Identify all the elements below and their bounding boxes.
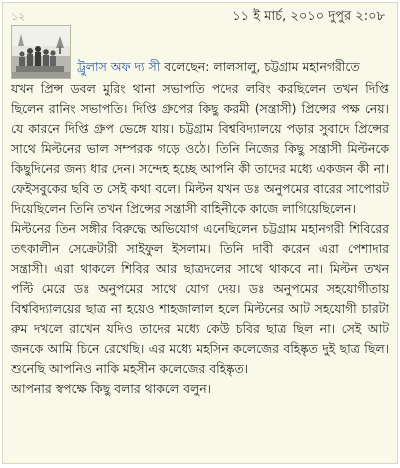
comment-timestamp: ১১ ই মার্চ, ২০১০ দুপুর ২:০৮ bbox=[232, 9, 385, 24]
author-link[interactable]: ট্রুলাস অফ দ্য সী bbox=[77, 59, 161, 74]
avatar-photo bbox=[12, 26, 70, 78]
comment-body bbox=[11, 79, 389, 399]
comment-card bbox=[2, 2, 398, 464]
byline-text: লালসালু, চট্টগ্রাম মহানগরীতে bbox=[213, 59, 360, 74]
avatar[interactable] bbox=[11, 25, 71, 79]
said-label: বলেছেন: bbox=[164, 59, 210, 74]
comment-paragraph-2: মিল্টনের তিন সঙ্গীর বিরুদ্ধে অভিযোগ এনেছিলেন চট্টগ্রাম মহানগরী শিবিরের তৎকালীন সেক্রেটারী সাইফুল ইসলাম। তিনি দাবী করেন এরা পেশাদার সন্ত্রাসী। এরা থাকলে শিবির আর ছাত্রদলের সাথে থাকবে না। মিল্টন তখন পল্টি মেরে ডঃ অনুপমের সাথে যোগ দেয়। ডঃ অনুপমের সহযোগীতায় বিশ্ববিদ্যালয়ের ছাত্র না হয়েও শাহজালাল হলে মিল্টনের আট সহযোগী চারটা রুম দখলে রাখেন যদিও তাদের মধ্যে কেউ চবির ছাত্র ছিল না। সেই আট জনকে আমি চিনে রেখেছি। এর মধ্যে মহসিন কলেজের বহিষ্কৃত দুই ছাত্র ছিল। শুনেছি আপনিও নাকি মহসীন কলেজের বহিষ্কৃত। bbox=[11, 221, 389, 376]
comment-number: ১২ bbox=[11, 10, 26, 23]
comment-paragraph-3: আপনার স্বপক্ষে কিছু বলার থাকলে বলুন। bbox=[11, 381, 212, 396]
comment-paragraph-1: যখন প্রিন্স ডবল মুরিং থানা সভাপতি পদের লবিং করছিলেন তখন দিপ্তি ছিলেন রানিং সভাপতি। দিপ্তি গ্রুপের কিছু করমী (সন্ত্রাসী) প্রিন্সের পক্ষ নেয়। যে কারনে দিপ্তি গ্রুপ ভেঙ্গে যায়। চট্টগ্রাম বিশ্ববিদ্যালয়ে পড়ার সুবাদে প্রিন্সের সাথে মিল্টনের ভাল সম্পরক গড়ে ওঠে। তিনি নিজের কিছু সন্ত্রাসী মিল্টনকে কিছুদিনের জন্য ধার দেন। সন্দেহ হচ্ছে আপনি কী তাদের মধ্যে একজন কী না। ফেইসবুকের ছবি ত সেই কথা বলে। মিল্টন যখন ডঃ অনুপমের বারের সাপোরট দিয়েছিলেন তিনি তখন প্রিন্সের সন্ত্রাসী বাহিনীকে কাজে লাগিয়েছিলেন। bbox=[11, 81, 389, 216]
comment-header bbox=[11, 7, 389, 25]
